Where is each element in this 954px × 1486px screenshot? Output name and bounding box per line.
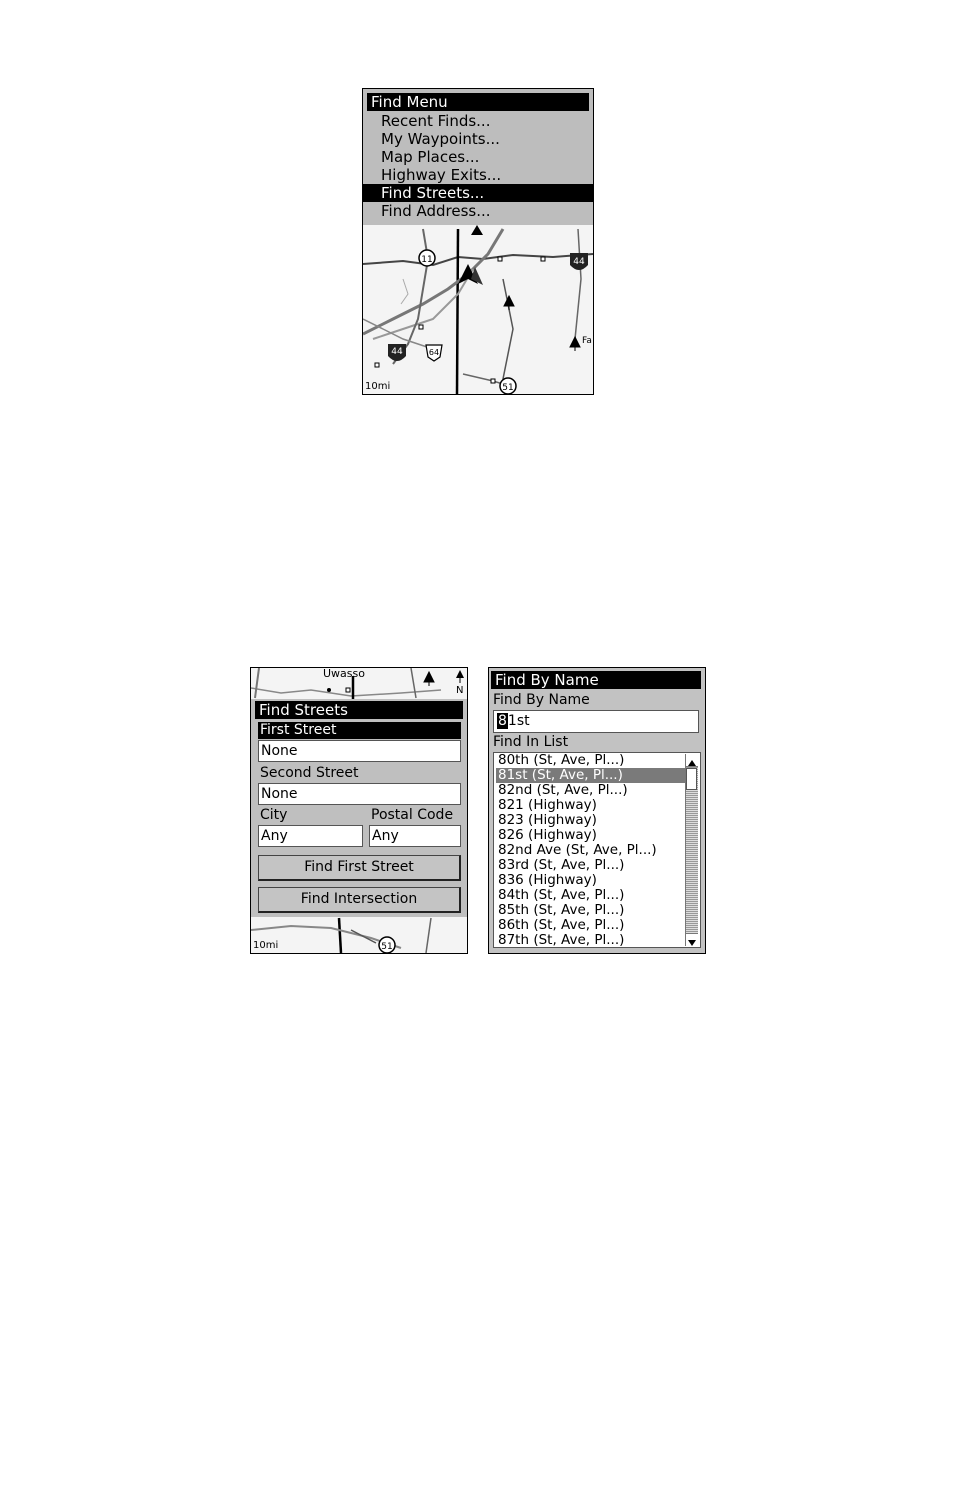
find-streets-screen	[250, 667, 468, 954]
find-menu-title: Find Menu	[367, 93, 589, 111]
list-item[interactable]: 83rd (St, Ave, Pl...)	[498, 857, 625, 873]
list-item[interactable]: 836 (Highway)	[498, 872, 597, 888]
route-shield-11	[419, 250, 435, 266]
list-item-selected[interactable]: 81st (St, Ave, Pl...)	[496, 768, 686, 783]
postal-code-label: Postal Code	[371, 807, 454, 823]
interstate-shield-44-east	[570, 253, 588, 270]
find-by-name-screen	[488, 667, 706, 954]
name-input[interactable]	[493, 710, 699, 733]
find-menu-panel	[363, 89, 593, 225]
list-item[interactable]: 87th (St, Ave, Pl...)	[498, 932, 625, 948]
list-item[interactable]: 80th (St, Ave, Pl...)	[498, 752, 625, 768]
menu-item-highway-exits[interactable]: Highway Exits...	[381, 166, 502, 184]
scrollbar[interactable]	[685, 754, 698, 946]
scroll-down-icon[interactable]	[686, 933, 698, 946]
list-item[interactable]: 84th (St, Ave, Pl...)	[498, 887, 625, 903]
city-field[interactable]: Any	[258, 825, 363, 847]
svg-text:64: 64	[428, 348, 440, 357]
second-street-field[interactable]: None	[258, 783, 461, 805]
list-item[interactable]: 82nd (St, Ave, Pl...)	[498, 782, 628, 798]
menu-item-recent-finds[interactable]: Recent Finds...	[381, 112, 491, 130]
find-by-name-label: Find By Name	[493, 692, 590, 708]
find-menu-screen	[362, 88, 594, 395]
find-in-list-label: Find In List	[493, 734, 569, 750]
find-intersection-button[interactable]: Find Intersection	[258, 887, 461, 913]
results-list[interactable]	[493, 752, 701, 948]
interstate-shield-44-west	[388, 344, 406, 361]
list-item[interactable]: 86th (St, Ave, Pl...)	[498, 917, 625, 933]
first-street-field[interactable]: None	[258, 740, 461, 762]
svg-text:51: 51	[502, 383, 514, 393]
menu-item-find-streets[interactable]: Find Streets...	[363, 184, 593, 202]
scroll-up-icon[interactable]	[686, 754, 698, 767]
menu-item-find-address[interactable]: Find Address...	[381, 202, 491, 220]
find-streets-title: Find Streets	[255, 701, 463, 719]
list-item[interactable]: 823 (Highway)	[498, 812, 597, 828]
first-street-label: First Street	[258, 722, 461, 739]
input-text: 1st	[507, 713, 530, 729]
postal-code-field[interactable]: Any	[369, 825, 461, 847]
menu-item-map-places[interactable]: Map Places...	[381, 148, 480, 166]
find-by-name-title: Find By Name	[491, 671, 701, 689]
menu-item-my-waypoints[interactable]: My Waypoints...	[381, 130, 500, 148]
input-cursor-char: 8	[498, 713, 507, 729]
svg-text:51: 51	[381, 942, 393, 952]
find-streets-panel	[251, 699, 467, 917]
svg-text:44: 44	[391, 347, 403, 357]
route-shield-51	[500, 378, 516, 394]
list-item[interactable]: 82nd Ave (St, Ave, Pl...)	[498, 842, 657, 858]
second-street-label: Second Street	[260, 765, 359, 781]
list-item[interactable]: 85th (St, Ave, Pl...)	[498, 902, 625, 918]
route-shield-51	[379, 937, 395, 953]
north-label: N	[456, 685, 464, 696]
svg-text:44: 44	[573, 257, 585, 267]
map-place-label: Fa	[582, 336, 592, 346]
list-item[interactable]: 821 (Highway)	[498, 797, 597, 813]
svg-text:11: 11	[421, 255, 433, 265]
city-label: City	[260, 807, 288, 823]
map-scale: 10mi	[253, 940, 279, 951]
find-first-street-button[interactable]: Find First Street	[258, 855, 461, 881]
map-place-label: Uwasso	[323, 668, 365, 680]
list-item[interactable]: 826 (Highway)	[498, 827, 597, 843]
map-scale: 10mi	[365, 381, 391, 392]
scroll-thumb[interactable]	[686, 768, 697, 790]
